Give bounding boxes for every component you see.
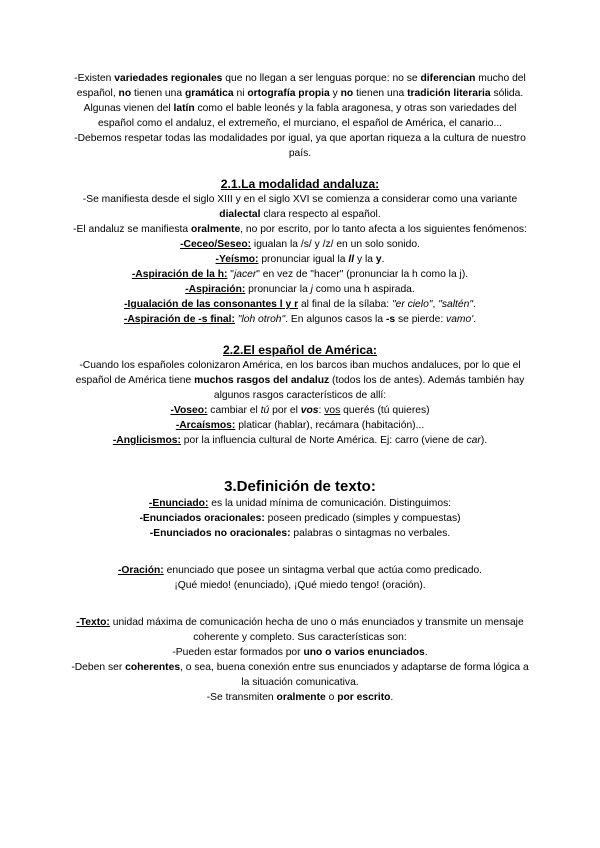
feature-voseo bbox=[70, 403, 530, 418]
text: como una h aspirada. bbox=[312, 284, 415, 295]
feature-label: -Ceceo/Seseo: bbox=[180, 239, 252, 250]
bold-text: diferencian bbox=[420, 73, 476, 84]
bold-text: variedades regionales bbox=[114, 73, 223, 84]
text: : bbox=[318, 405, 325, 416]
text: -Existen bbox=[74, 73, 115, 84]
feature-aspiracion-h bbox=[70, 267, 530, 282]
feature-label: -Voseo: bbox=[170, 405, 208, 416]
definition-label: -Enunciado: bbox=[148, 498, 209, 509]
bold-text: uno o varios enunciados bbox=[303, 647, 425, 658]
text: pronunciar igual la bbox=[258, 254, 349, 265]
bold-text: oralmente bbox=[190, 224, 241, 235]
text: tienen una bbox=[131, 88, 185, 99]
italic-text: jacer bbox=[233, 269, 257, 280]
text: " bbox=[227, 269, 234, 280]
italic-text: j bbox=[310, 284, 313, 295]
text: por el bbox=[269, 405, 301, 416]
text: poseen predicado (simples y compuestas) bbox=[264, 513, 461, 524]
text: palabras o sintagmas no verbales. bbox=[290, 528, 451, 539]
text: platicar (hablar), recámara (habitación)... bbox=[235, 420, 425, 431]
bold-text: dialectal bbox=[219, 209, 261, 220]
text: ni bbox=[233, 88, 248, 99]
text: -Pueden estar formados por bbox=[172, 647, 304, 658]
text: y la bbox=[354, 254, 376, 265]
feature-ceceo bbox=[70, 237, 530, 252]
andaluza-paragraph-1 bbox=[70, 192, 530, 222]
intro-paragraph bbox=[70, 71, 530, 131]
feature-label: -Aspiración: bbox=[185, 284, 246, 295]
america-paragraph bbox=[70, 358, 530, 403]
text: igualan la /s/ y /z/ en un solo sonido. bbox=[251, 239, 420, 250]
text: cambiar el bbox=[207, 405, 261, 416]
bold-text: latín bbox=[173, 103, 195, 114]
text: que no llegan a ser lenguas porque: no se bbox=[222, 73, 421, 84]
text: -Deben ser bbox=[71, 662, 126, 673]
bold-text: ortografía propia bbox=[247, 88, 330, 99]
bold-italic-text: ll bbox=[348, 254, 355, 265]
texto-characteristic-1 bbox=[70, 645, 530, 660]
bold-text: tradición literaria bbox=[407, 88, 491, 99]
feature-label: -Arcaísmos: bbox=[175, 420, 236, 431]
bold-text: oralmente bbox=[276, 692, 326, 703]
text: . bbox=[390, 692, 394, 703]
feature-anglicismos bbox=[70, 433, 530, 448]
text: mucho del español, bbox=[76, 73, 526, 99]
texto-characteristic-3 bbox=[70, 690, 530, 705]
feature-yeismo bbox=[70, 252, 530, 267]
text: . bbox=[424, 647, 428, 658]
italic-text: "loh otroh" bbox=[237, 314, 286, 325]
definition-no-oracionales bbox=[70, 526, 530, 541]
text: . En algunos casos la bbox=[285, 314, 386, 325]
text: por la influencia cultural de Norte América. Ej: carro (viene de bbox=[180, 435, 467, 446]
bold-text: por escrito bbox=[337, 692, 391, 703]
text: sólida. Algunas vienen del bbox=[83, 88, 524, 114]
feature-label: -Anglicismos: bbox=[112, 435, 181, 446]
definition-label: -Enunciados oracionales: bbox=[139, 513, 265, 524]
text: clara respecto al español. bbox=[260, 209, 381, 220]
feature-label: -Igualación de las consonantes l y r bbox=[124, 299, 299, 310]
bold-text: no bbox=[340, 88, 354, 99]
text: . bbox=[473, 314, 477, 325]
italic-text: "saltén" bbox=[438, 299, 473, 310]
text: es la unidad mínima de comunicación. Distinguimos: bbox=[208, 498, 452, 509]
oracion-example: ¡Qué miedo! (enunciado), ¡Qué miedo tengo! (oración). bbox=[174, 580, 426, 591]
text: y bbox=[329, 88, 341, 99]
text: -Cuando los españoles colonizaron América, en los barcos iban muchos andaluces, por lo que el español de América tiene bbox=[75, 360, 521, 386]
text: , o sea, buena conexión entre sus enunciados y adaptarse de forma lógica a la situación comunicativa. bbox=[180, 662, 529, 688]
text: enunciado que posee un sintagma verbal que actúa como predicado. bbox=[163, 565, 483, 576]
text: unidad máxima de comunicación hecha de uno o más enunciados y transmite un mensaje coherente y completo. Sus características son: bbox=[109, 617, 524, 643]
underlined-text: vos bbox=[324, 405, 341, 416]
italic-text: tú bbox=[260, 405, 270, 416]
feature-arcaismos bbox=[70, 418, 530, 433]
bold-text: y bbox=[375, 254, 382, 265]
text: como el bable leonés y la fabla aragonesa, y otras son variedades del español como el andaluz, el extremeño, el murciano, el español de América, el canario... bbox=[97, 103, 517, 129]
text: ). bbox=[480, 435, 488, 446]
italic-text: "er cielo" bbox=[391, 299, 433, 310]
bold-text: muchos rasgos del andaluz bbox=[194, 375, 330, 386]
text: tienen una bbox=[353, 88, 408, 99]
text: -Se manifiesta desde el siglo XIII y en el siglo XVI se comienza a considerar como una variante bbox=[82, 194, 518, 205]
feature-igualacion bbox=[70, 297, 530, 312]
bold-text: -s bbox=[385, 314, 396, 325]
definition-label: -Texto: bbox=[76, 617, 110, 628]
bold-text: coherentes bbox=[125, 662, 181, 673]
text: o bbox=[325, 692, 338, 703]
text: al final de la sílaba: bbox=[298, 299, 392, 310]
definition-oracion bbox=[70, 563, 530, 578]
text: , bbox=[432, 299, 439, 310]
text: -El andaluz se manifiesta bbox=[73, 224, 191, 235]
feature-label: -Aspiración de la h: bbox=[131, 269, 228, 280]
feature-label: -Yeísmo: bbox=[215, 254, 259, 265]
definition-enunciado bbox=[70, 496, 530, 511]
italic-text: car bbox=[466, 435, 481, 446]
heading-america: 2.2.El español de América: bbox=[223, 343, 377, 357]
andaluza-paragraph-2 bbox=[70, 222, 530, 237]
italic-text: vamo' bbox=[446, 314, 474, 325]
bold-text: no bbox=[118, 88, 132, 99]
definition-label: -Enunciados no oracionales: bbox=[149, 528, 291, 539]
document-body bbox=[70, 71, 530, 705]
texto-characteristic-2 bbox=[70, 660, 530, 690]
text: . bbox=[473, 299, 476, 310]
definition-oracionales bbox=[70, 511, 530, 526]
bold-italic-text: vos bbox=[300, 405, 319, 416]
text: , no por escrito, por lo tanto afecta a los siguientes fenómenos: bbox=[240, 224, 527, 235]
intro-paragraph-2: -Debemos respetar todas las modalidades por igual, ya que aportan riqueza a la cultura de nuestro país. bbox=[74, 133, 526, 159]
text: " en vez de "hacer" (pronunciar la h como la j). bbox=[256, 269, 469, 280]
heading-texto: 3.Definición de texto: bbox=[224, 478, 376, 495]
feature-label: -Aspiración de -s final: bbox=[123, 314, 235, 325]
text: se pierde: bbox=[395, 314, 447, 325]
text: (todos los de antes). Además también hay algunos rasgos característicos de allí: bbox=[213, 375, 525, 401]
definition-label: -Oración: bbox=[117, 565, 164, 576]
definition-texto bbox=[70, 615, 530, 645]
text: -Se transmiten bbox=[206, 692, 277, 703]
heading-andaluza: 2.1.La modalidad andaluza: bbox=[220, 177, 380, 191]
text: pronunciar la bbox=[245, 284, 311, 295]
feature-aspiracion bbox=[70, 282, 530, 297]
text: querés (tú quieres) bbox=[340, 405, 430, 416]
text: . bbox=[381, 254, 385, 265]
bold-text: gramática bbox=[184, 88, 234, 99]
feature-aspiracion-s bbox=[70, 312, 530, 327]
